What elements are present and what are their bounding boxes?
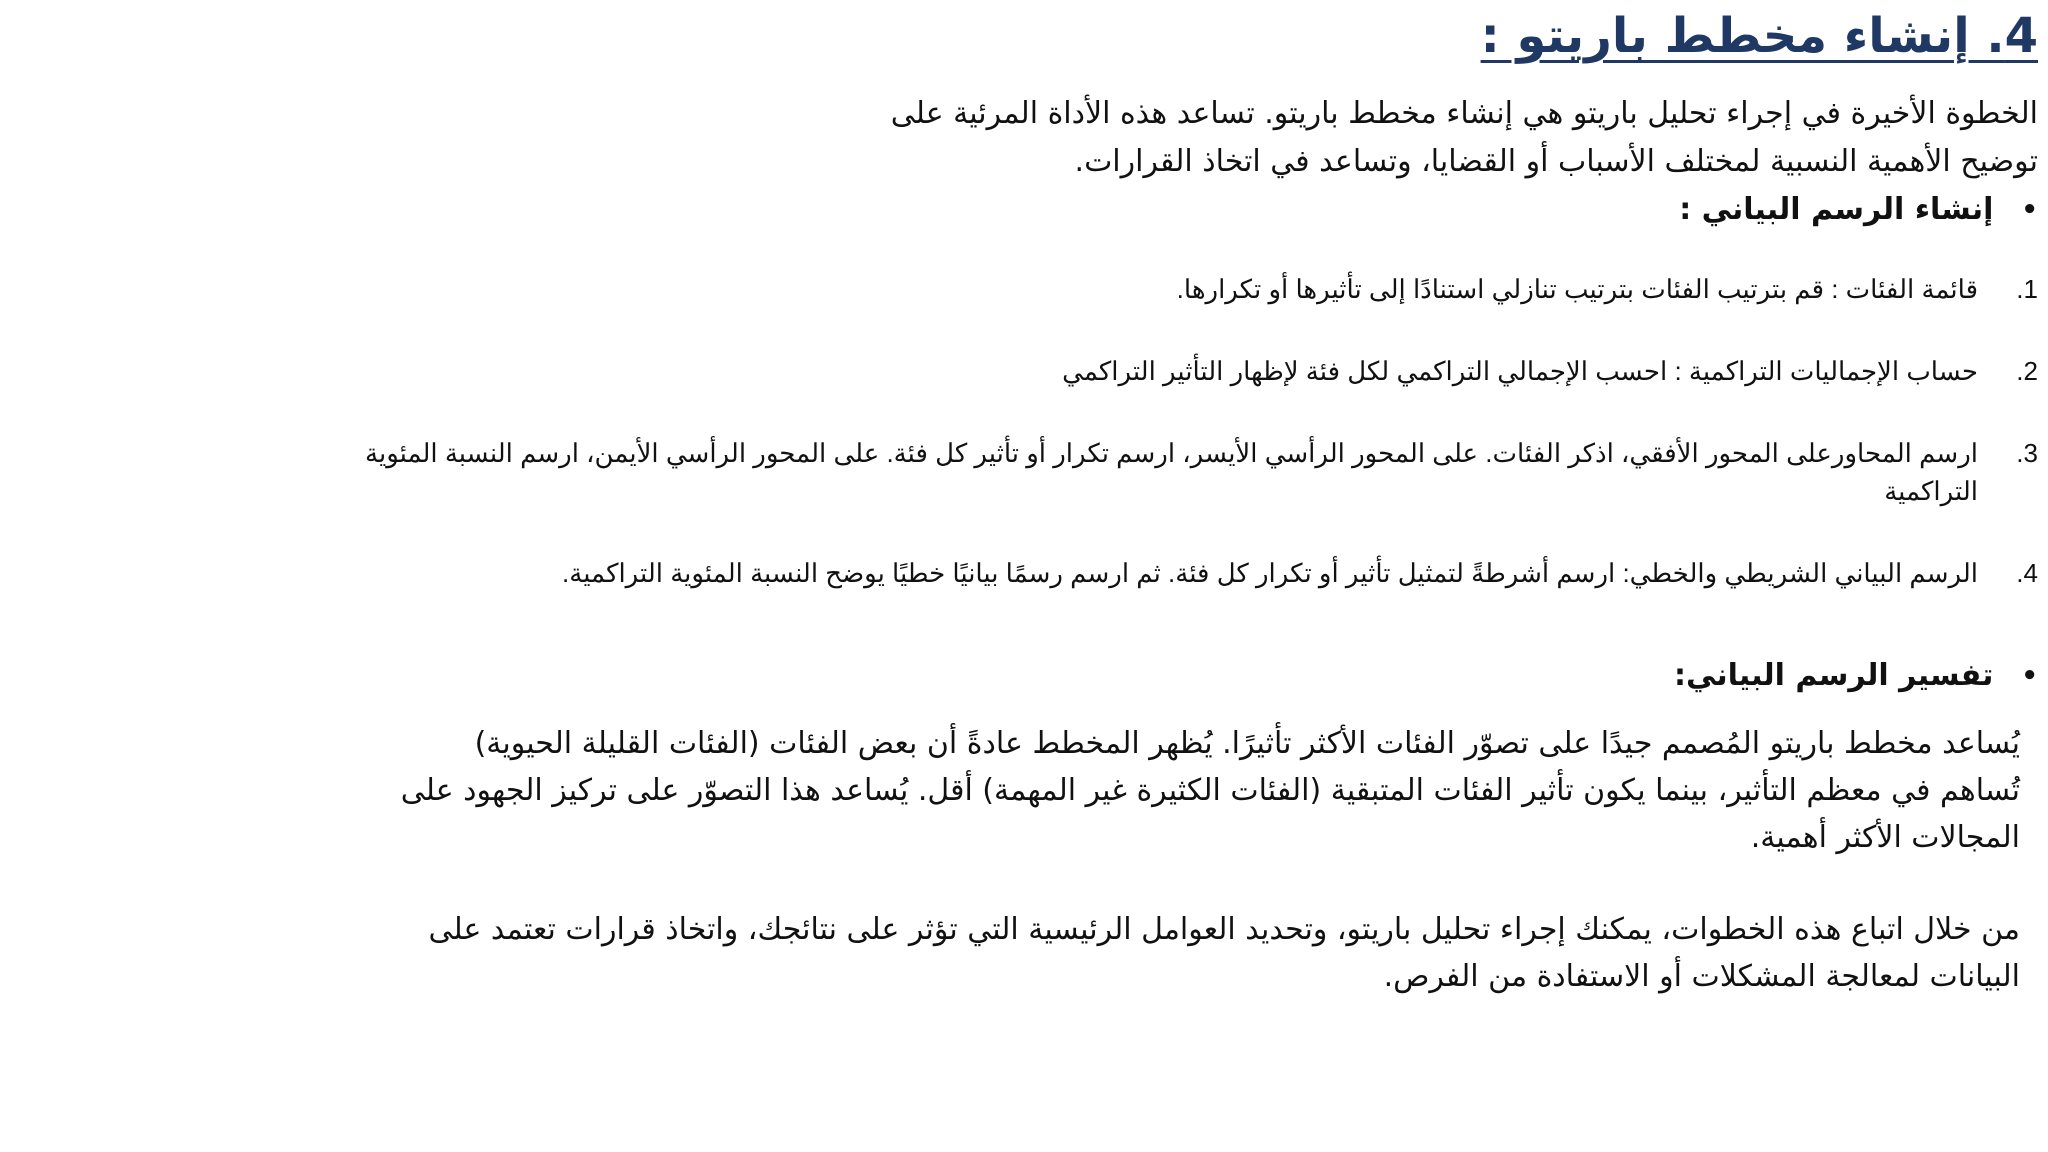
bullet-icon: • [2021, 660, 2038, 691]
slide-title: 4. إنشاء مخطط باريتو : [1480, 8, 2038, 64]
step-text: ارسم المحاورعلى المحور الأفقي، اذكر الفئات. على المحور الرأسي الأيسر، ارسم تكرار أو تأثير كل فئة. على المحور الرأسي الأيمن، ارسم النسبة المئوية التراكمية [365, 438, 1978, 506]
step-number: 1. [2016, 274, 2038, 304]
step-text: الرسم البياني الشريطي والخطي: ارسم أشرطةً لتمثيل تأثير أو تكرار كل فئة. ثم ارسم رسمًا بيانيًا خطيًا يوضح النسبة المئوية التراكمية. [562, 558, 1978, 588]
section-heading-text: تفسير الرسم البياني: [1674, 658, 1994, 693]
section-heading-create-chart [1679, 192, 2038, 227]
list-item [338, 270, 2038, 308]
step-text: قائمة الفئات : قم بترتيب الفئات بترتيب تنازلي استنادًا إلى تأثيرها أو تكرارها. [1176, 274, 1978, 304]
step-number: 3. [2016, 438, 2038, 468]
list-item [338, 434, 2038, 510]
step-number: 2. [2016, 356, 2038, 386]
list-item [338, 554, 2038, 592]
conclusion-paragraph: من خلال اتباع هذه الخطوات، يمكنك إجراء تحليل باريتو، وتحديد العوامل الرئيسية التي تؤثر على نتائجك، واتخاذ قرارات تعتمد على البيانات لمعالجة المشكلات أو الاستفادة من الفرص. [428, 912, 2020, 994]
section-heading-interpret-chart [1674, 658, 2038, 693]
intro-paragraph: الخطوة الأخيرة في إجراء تحليل باريتو هي إنشاء مخطط باريتو. تساعد هذه الأداة المرئية على توضيح الأهمية النسبية لمختلف الأسباب أو القضايا، وتساعد في اتخاذ القرارات. [890, 96, 2038, 179]
section-heading-text: إنشاء الرسم البياني : [1679, 192, 1994, 227]
interpretation-paragraph: يُساعد مخطط باريتو المُصمم جيدًا على تصوّر الفئات الأكثر تأثيرًا. يُظهر المخطط عادةً أن بعض الفئات (الفئات القليلة الحيوية) تُساهم في معظم التأثير، بينما يكون تأثير الفئات المتبقية (الفئات الكثيرة غير المهمة) أقل. يُساعد هذا التصوّر على تركيز الجهود على المجالات الأكثر أهمية. [400, 726, 2020, 855]
steps-list [338, 270, 2038, 592]
bullet-icon: • [2021, 194, 2038, 225]
list-item [338, 352, 2038, 390]
step-text: حساب الإجماليات التراكمية : احسب الإجمالي التراكمي لكل فئة لإظهار التأثير التراكمي [1062, 356, 1978, 386]
step-number: 4. [2016, 558, 2038, 588]
